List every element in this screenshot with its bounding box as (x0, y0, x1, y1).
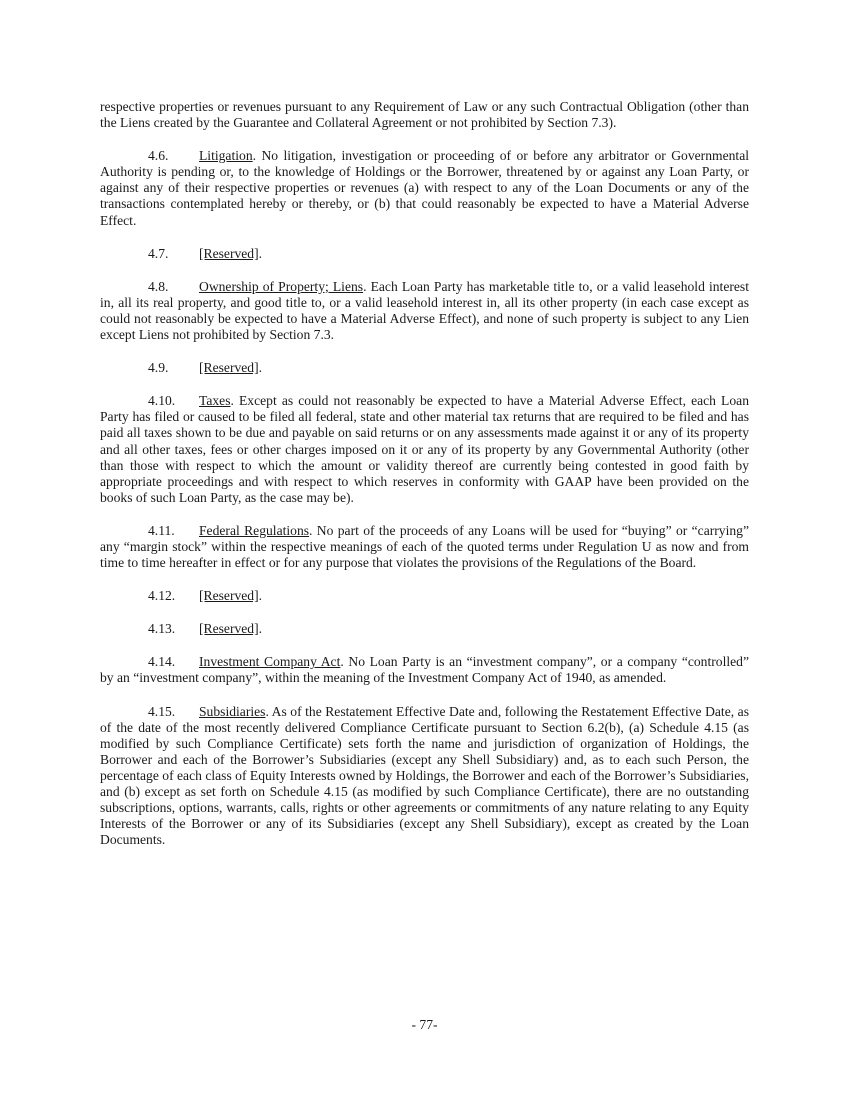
section-heading: [Reserved] (199, 360, 259, 376)
section-heading: [Reserved] (199, 621, 259, 637)
section-body: . Except as could not reasonably be expected to have a Material Adverse Effect, each Loan Party has filed or caused to be filed all federal, state and other material tax returns that are required to be filed and has paid all taxes shown to be due and payable on said returns or on any assessments made against it or any of its property and all other taxes, fees or other charges imposed on it or any of its property by any Governmental Authority (other than those with respect to which the amount or validity thereof are currently being contested in good faith by appropriate proceedings and with respect to which reserves in conformity with GAAP have been provided on the books of such Loan Party, as the case may be). (100, 393, 749, 505)
section-heading: [Reserved] (199, 245, 259, 261)
section-body: . (258, 360, 263, 376)
section-heading: Taxes (199, 393, 231, 409)
section-heading: Federal Regulations (199, 522, 310, 538)
section-heading: Ownership of Property; Liens (199, 278, 364, 294)
section-4-6 (100, 148, 749, 228)
intro-paragraph: respective properties or revenues pursuant to any Requirement of Law or any such Contractual Obligation (other than the Liens created by the Guarantee and Collateral Agreement or not prohibited by Section 7.3). (100, 99, 749, 131)
section-heading: Investment Company Act (199, 654, 341, 670)
document-page (100, 99, 749, 865)
section-number: 4.12. (148, 588, 176, 604)
section-number: 4.6. (148, 148, 169, 164)
section-heading: [Reserved] (199, 588, 259, 604)
section-number: 4.15. (148, 703, 176, 719)
section-4-10 (100, 393, 749, 506)
section-heading: Subsidiaries (199, 703, 266, 719)
section-body: . As of the Restatement Effective Date and, following the Restatement Effective Date, as of the date of the most recently delivered Compliance Certificate pursuant to Section 6.2(b), (a) Schedule 4.15 (as modified by such Compliance Certificate) sets forth the name and jurisdiction of organization of Holdings, the Borrower and each of the Borrower’s Subsidiaries (except any Shell Subsidiary) and, as to each such Person, the percentage of each class of Equity Interests owned by Holdings, the Borrower and each of the Borrower’s Subsidiaries, and (b) except as set forth on Schedule 4.15 (as modified by such Compliance Certificate), there are no outstanding subscriptions, options, warrants, calls, rights or other agreements or commitments of any nature relating to any Equity Interests of the Borrower or any of its Subsidiaries (except any Shell Subsidiary), except as created by the Loan Documents. (100, 703, 749, 848)
section-4-7 (100, 246, 749, 262)
section-body: . No litigation, investigation or proceeding of or before any arbitrator or Governmental Authority is pending or, to the knowledge of Holdings or the Borrower, threatened by or against any Loan Party, or against any of their respective properties or revenues (a) with respect to any of the Loan Documents or any of the transactions contemplated hereby or thereby, or (b) that could reasonably be expected to have a Material Adverse Effect. (100, 148, 749, 228)
section-4-14 (100, 654, 749, 686)
section-4-13 (100, 621, 749, 637)
section-number: 4.11. (148, 522, 175, 538)
section-4-8 (100, 279, 749, 343)
section-4-11 (100, 523, 749, 571)
section-number: 4.10. (148, 393, 176, 409)
section-number: 4.14. (148, 654, 176, 670)
section-body: . (258, 621, 263, 637)
section-body: . (258, 245, 263, 261)
section-number: 4.13. (148, 621, 176, 637)
section-4-9 (100, 360, 749, 376)
section-number: 4.9. (148, 360, 169, 376)
section-4-15 (100, 704, 749, 849)
section-body: . Each Loan Party has marketable title to, or a valid leasehold interest in, all its real property, and good title to, or a valid leasehold interest in, all its other property (in each case except as could not reasonably be expected to have a Material Adverse Effect), and none of such property is subject to any Lien except Liens not prohibited by Section 7.3. (100, 278, 749, 343)
section-body: . No Loan Party is an “investment company”, or a company “controlled” by an “investment company”, within the meaning of the Investment Company Act of 1940, as amended. (100, 654, 749, 686)
section-body: . (258, 588, 263, 604)
page-number: - 77- (411, 1017, 438, 1032)
section-4-12 (100, 588, 749, 604)
section-number: 4.8. (148, 278, 169, 294)
section-heading: Litigation (199, 148, 253, 164)
section-number: 4.7. (148, 245, 169, 261)
section-body: . No part of the proceeds of any Loans will be used for “buying” or “carrying” any “margin stock” within the respective meanings of each of the quoted terms under Regulation U as now and from time to time hereafter in effect or for any purpose that violates the provisions of the Regulations of the Board. (100, 522, 749, 571)
